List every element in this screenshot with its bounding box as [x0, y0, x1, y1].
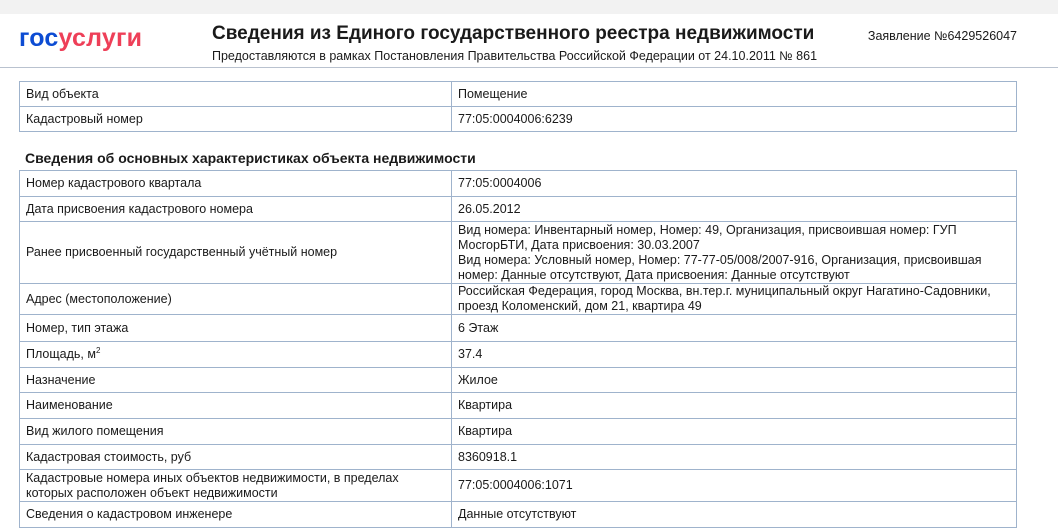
object-type-label: Вид объекта — [20, 82, 452, 107]
living-type-label: Вид жилого помещения — [20, 419, 452, 445]
table-row — [20, 445, 1017, 470]
document-header — [0, 14, 1058, 68]
cost-label: Кадастровая стоимость, руб — [20, 445, 452, 470]
address-label: Адрес (местоположение) — [20, 284, 452, 315]
quarter-label: Номер кадастрового квартала — [20, 171, 452, 197]
object-table — [19, 81, 1017, 132]
object-type-value: Помещение — [452, 82, 1017, 107]
table-row — [20, 107, 1017, 132]
table-row — [20, 171, 1017, 197]
logo-part-1: гос — [19, 24, 59, 52]
table-row — [20, 393, 1017, 419]
table-row — [20, 315, 1017, 342]
purpose-value: Жилое — [452, 368, 1017, 393]
table-row — [20, 419, 1017, 445]
area-label: Площадь, м — [26, 347, 96, 361]
other-objects-label: Кадастровые номера иных объектов недвижимости, в пределах которых расположен объект недвижимости — [20, 470, 452, 502]
table-row — [20, 368, 1017, 393]
prev-number-label: Ранее присвоенный государственный учётный номер — [20, 222, 452, 284]
area-label-cell — [20, 342, 452, 368]
document-subtitle: Предоставляются в рамках Постановления Правительства Российской Федерации от 24.10.2011 № 861 — [212, 49, 818, 63]
table-row — [20, 222, 1017, 284]
date-value: 26.05.2012 — [452, 197, 1017, 222]
cadastral-number-label: Кадастровый номер — [20, 107, 452, 132]
engineer-label: Сведения о кадастровом инженере — [20, 502, 452, 528]
floor-label: Номер, тип этажа — [20, 315, 452, 342]
address-value: Российская Федерация, город Москва, вн.тер.г. муниципальный округ Нагатино-Садовники, проезд Коломенский, дом 21, квартира 49 — [452, 284, 1017, 315]
floor-value: 6 Этаж — [452, 315, 1017, 342]
living-type-value: Квартира — [452, 419, 1017, 445]
prev-number-value-2: Вид номера: Условный номер, Номер: 77-77-05/008/2007-916, Организация, присвоившая номер: Данные отсутствуют, Дата присвоения: Данные отсутствуют — [458, 252, 982, 282]
section-title: Сведения об основных характеристиках объекта недвижимости — [25, 150, 476, 166]
name-label: Наименование — [20, 393, 452, 419]
area-value: 37.4 — [452, 342, 1017, 368]
date-label: Дата присвоения кадастрового номера — [20, 197, 452, 222]
area-unit-superscript: 2 — [95, 346, 101, 355]
name-value: Квартира — [452, 393, 1017, 419]
cost-value: 8360918.1 — [452, 445, 1017, 470]
application-number: Заявление №6429526047 — [867, 29, 1017, 43]
table-row — [20, 82, 1017, 107]
other-objects-value: 77:05:0004006:1071 — [452, 470, 1017, 502]
cadastral-number-value: 77:05:0004006:6239 — [452, 107, 1017, 132]
table-row — [20, 197, 1017, 222]
purpose-label: Назначение — [20, 368, 452, 393]
document-title: Сведения из Единого государственного реестра недвижимости — [212, 23, 815, 44]
logo-part-2: услуги — [58, 24, 143, 52]
engineer-value: Данные отсутствуют — [452, 502, 1017, 528]
prev-number-value — [452, 222, 1017, 284]
top-strip — [0, 0, 1058, 14]
quarter-value: 77:05:0004006 — [452, 171, 1017, 197]
table-row — [20, 284, 1017, 315]
gosuslugi-logo[interactable] — [19, 24, 142, 53]
characteristics-table — [19, 170, 1017, 528]
prev-number-value-1: Вид номера: Инвентарный номер, Номер: 49, Организация, присвоившая номер: ГУП МосгорБТИ, Дата присвоения: 30.03.2007 — [458, 222, 957, 252]
table-row — [20, 502, 1017, 528]
table-row — [20, 470, 1017, 502]
table-row — [20, 342, 1017, 368]
